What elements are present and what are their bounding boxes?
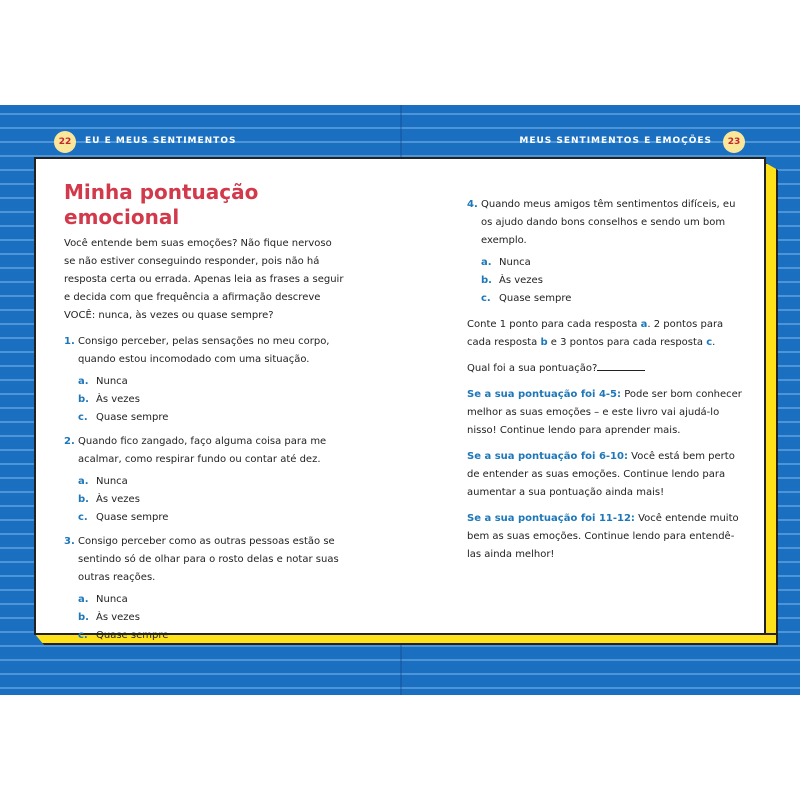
scoring-text: e 3 pontos para cada resposta: [547, 337, 707, 348]
option-letter: b.: [78, 612, 89, 623]
option-label: Quase sempre: [499, 293, 572, 304]
option-c[interactable]: [64, 509, 344, 527]
right-page-number: 23: [723, 131, 745, 153]
score-question-text: Qual foi a sua pontuação?: [467, 363, 598, 374]
result-range-label: Se a sua pontuação foi 11-12:: [467, 513, 635, 524]
question-number: 3.: [64, 536, 75, 547]
left-page-number: 22: [54, 131, 76, 153]
scoring-text: .: [712, 337, 716, 348]
option-letter: c.: [78, 512, 88, 523]
score-question: [467, 360, 747, 378]
title-line-2: emocional: [64, 205, 180, 229]
option-label: Nunca: [96, 376, 128, 387]
question-number: 1.: [64, 336, 75, 347]
card-edge-right: [764, 162, 778, 645]
option-b[interactable]: [64, 391, 344, 409]
option-c[interactable]: [64, 409, 344, 427]
option-letter: b.: [78, 494, 89, 505]
result-text: Você está bem perto de entender as suas emoções. Continue lendo para aumentar a sua pontuação ainda mais!: [467, 451, 735, 498]
result-text: Pode ser bom conhecer melhor as suas emoções – e este livro vai ajudá-lo nisso! Continue lendo para aprender mais.: [467, 389, 742, 436]
intro-paragraph: Você entende bem suas emoções? Não fique nervoso se não estiver conseguindo responder, pois não há resposta certa ou errada. Apenas leia as frases a seguir e decida com que frequência a afirmação descreve VOCÊ: nunca, às vezes ou quase sempre?: [64, 238, 344, 321]
question-3: [64, 533, 344, 645]
result-range-label: Se a sua pontuação foi 6-10:: [467, 451, 628, 462]
option-b[interactable]: [467, 272, 747, 290]
option-c[interactable]: [64, 627, 344, 645]
option-a[interactable]: [467, 254, 747, 272]
scoring-instructions: [467, 316, 747, 352]
result-text: Você entende muito bem as suas emoções. Continue lendo para entendê-las ainda melhor!: [467, 513, 739, 560]
option-label: Quase sempre: [96, 512, 169, 523]
option-label: Nunca: [96, 594, 128, 605]
option-label: Às vezes: [499, 275, 543, 286]
option-letter: b.: [78, 394, 89, 405]
option-a[interactable]: [64, 473, 344, 491]
page-title: [64, 180, 258, 230]
left-column: [64, 235, 344, 645]
option-a[interactable]: [64, 591, 344, 609]
option-label: Nunca: [499, 257, 531, 268]
result-6-10: [467, 448, 747, 502]
right-column: [467, 196, 747, 572]
scoring-letter-a: a: [640, 319, 648, 330]
question-text: Consigo perceber como as outras pessoas estão se sentindo só de olhar para o rosto delas e notar suas outras reações.: [78, 536, 339, 583]
option-letter: a.: [78, 594, 89, 605]
right-running-head: MEUS SENTIMENTOS E EMOÇÕES: [519, 136, 712, 146]
scoring-letter-b: b: [540, 337, 548, 348]
option-letter: c.: [78, 630, 88, 641]
question-2: [64, 433, 344, 527]
option-label: Às vezes: [96, 612, 140, 623]
scoring-text: Conte 1 ponto para cada resposta: [467, 319, 641, 330]
result-11-12: [467, 510, 747, 564]
option-c[interactable]: [467, 290, 747, 308]
question-text: Quando meus amigos têm sentimentos difíceis, eu os ajudo dando bons conselhos e sendo um bom exemplo.: [481, 199, 736, 246]
option-b[interactable]: [64, 491, 344, 509]
result-range-label: Se a sua pontuação foi 4-5:: [467, 389, 622, 400]
option-letter: c.: [78, 412, 88, 423]
option-letter: c.: [481, 293, 491, 304]
question-4: [467, 196, 747, 308]
title-line-1: Minha pontuação: [64, 180, 259, 204]
scoring-text: . 2 pontos para cada resposta: [467, 319, 724, 348]
option-letter: a.: [481, 257, 492, 268]
option-letter: a.: [78, 376, 89, 387]
option-label: Às vezes: [96, 494, 140, 505]
left-running-head: EU E MEUS SENTIMENTOS: [85, 136, 237, 146]
question-number: 4.: [467, 199, 478, 210]
question-1: [64, 333, 344, 427]
score-blank-field[interactable]: [597, 360, 645, 371]
question-text: Consigo perceber, pelas sensações no meu corpo, quando estou incomodado com uma situação.: [78, 336, 330, 365]
option-letter: b.: [481, 275, 492, 286]
question-text: Quando fico zangado, faço alguma coisa para me acalmar, como respirar fundo ou contar até dez.: [78, 436, 327, 465]
option-a[interactable]: [64, 373, 344, 391]
option-label: Às vezes: [96, 394, 140, 405]
option-label: Quase sempre: [96, 630, 169, 641]
option-label: Quase sempre: [96, 412, 169, 423]
option-b[interactable]: [64, 609, 344, 627]
option-label: Nunca: [96, 476, 128, 487]
option-letter: a.: [78, 476, 89, 487]
result-4-5: [467, 386, 747, 440]
question-number: 2.: [64, 436, 75, 447]
scoring-letter-c: c: [706, 337, 713, 348]
